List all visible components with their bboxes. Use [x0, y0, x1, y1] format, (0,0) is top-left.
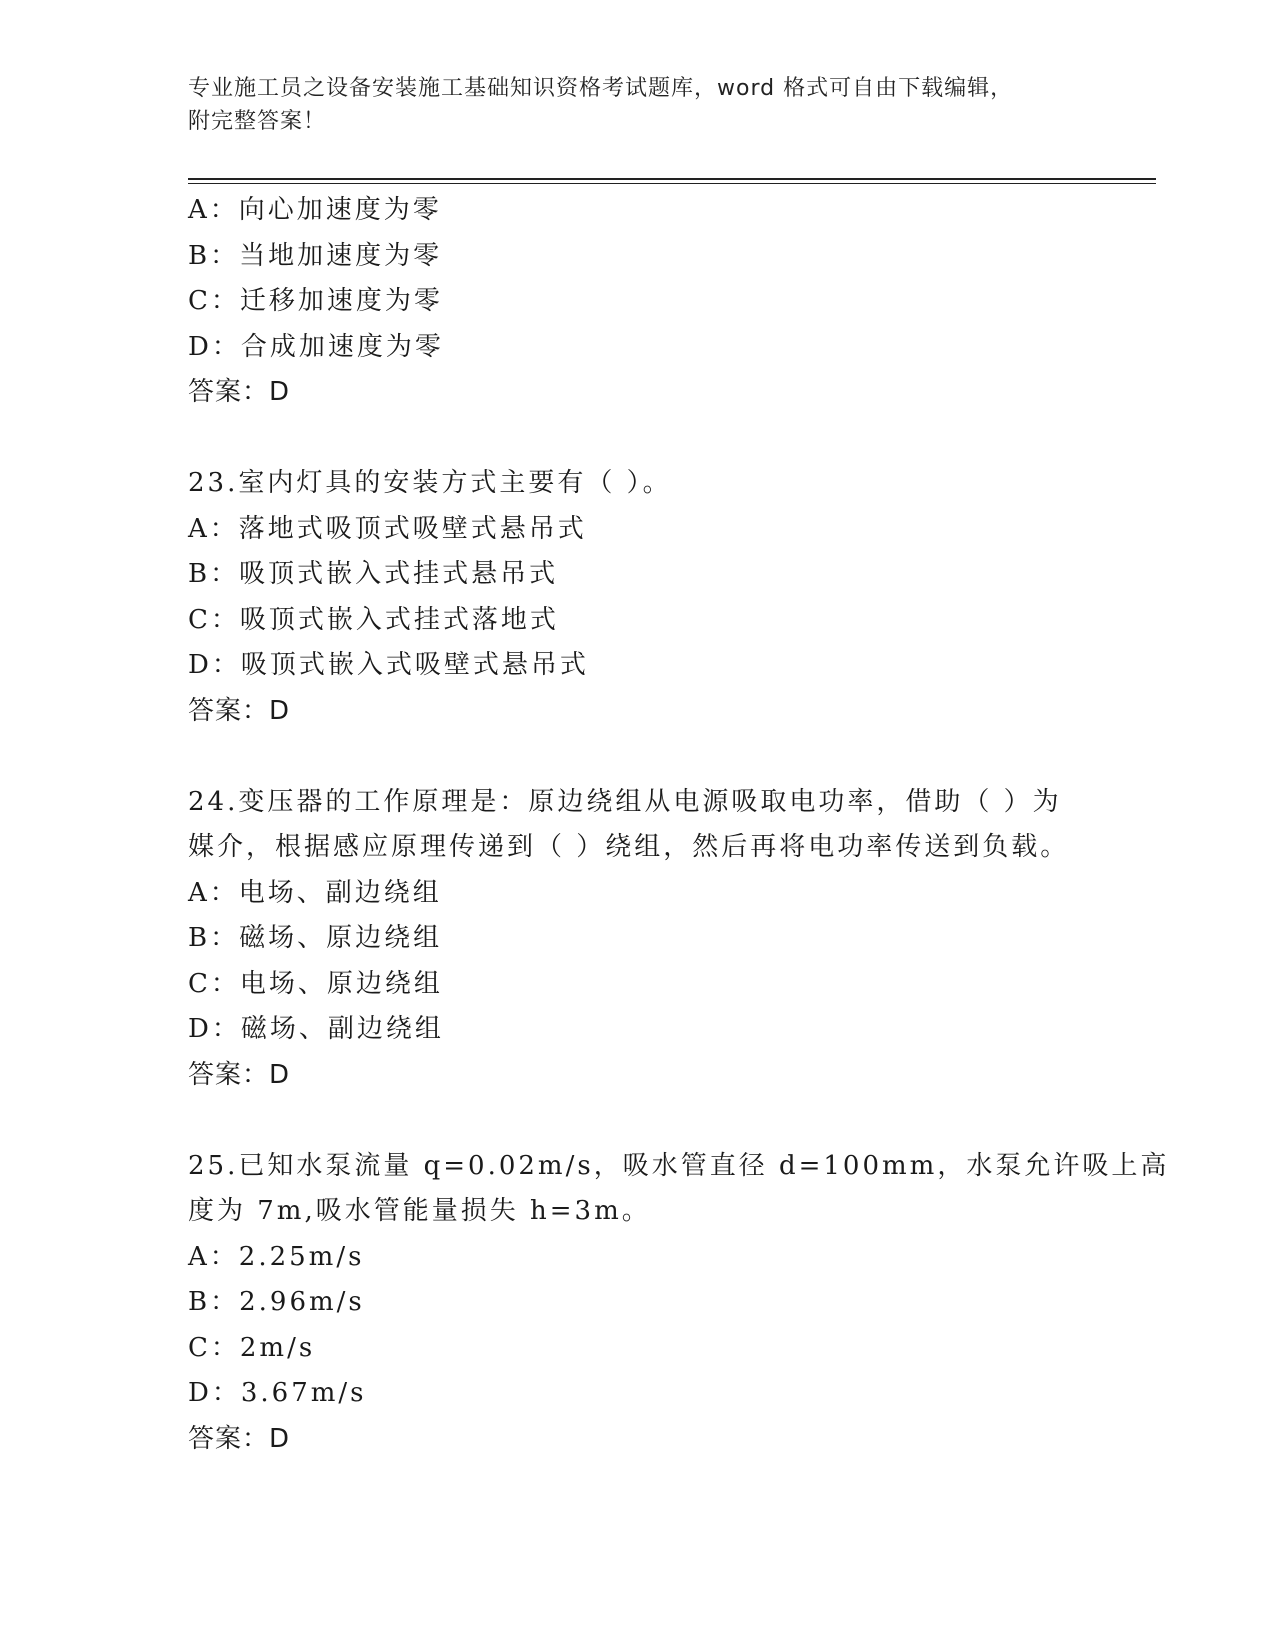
question-list [188, 188, 1170, 1462]
spacer [188, 1098, 1088, 1144]
option-b: B：磁场、原边绕组 [188, 923, 443, 953]
spacer [188, 416, 1088, 462]
answer-line: 答案：D [188, 377, 291, 407]
option-c: C：迁移加速度为零 [188, 286, 443, 316]
header-line-1: 专业施工员之设备安装施工基础知识资格考试题库，word 格式可自由下载编辑， [188, 76, 1014, 101]
answer-line: 答案：D [188, 1423, 291, 1454]
option-a: A：落地式吸顶式吸壁式悬吊式 [188, 513, 587, 544]
option-a: A：2.25m/s [188, 1241, 365, 1272]
header-divider-thick [188, 178, 1156, 180]
answer-line: 答案：D [188, 695, 291, 726]
question-text-line-2: 媒介，根据感应原理传递到（ ）绕组，然后再将电功率传送到负载。 [188, 832, 1070, 862]
option-d: D：吸顶式嵌入式吸壁式悬吊式 [188, 650, 589, 680]
question-22-block [188, 188, 1088, 416]
option-d: D：磁场、副边绕组 [188, 1014, 444, 1044]
question-text-line-1: 24.变压器的工作原理是：原边绕组从电源吸取电功率，借助（ ）为 [188, 786, 1062, 817]
question-24-block [188, 780, 1088, 1099]
question-text-line-1: 25.已知水泵流量 q=0.02m/s，吸水管直径 d=100mm，水泵允许吸上高 [188, 1150, 1170, 1181]
option-a: A：向心加速度为零 [188, 195, 442, 225]
question-25-block [188, 1144, 1170, 1463]
header-line-2: 附完整答案！ [188, 109, 327, 134]
option-a: A：电场、副边绕组 [188, 877, 442, 908]
option-c: C：2m/s [188, 1332, 316, 1363]
option-c: C：吸顶式嵌入式挂式落地式 [188, 604, 559, 635]
option-c: C：电场、原边绕组 [188, 968, 443, 999]
question-23-block [188, 461, 1088, 734]
option-b: B：当地加速度为零 [188, 240, 443, 271]
option-b: B：吸顶式嵌入式挂式悬吊式 [188, 559, 559, 589]
spacer [188, 734, 1088, 780]
answer-line: 答案：D [188, 1059, 291, 1090]
option-b: B：2.96m/s [188, 1287, 365, 1317]
question-text-line-2: 度为 7m,吸水管能量损失 h=3m。 [188, 1196, 651, 1226]
header-divider-thin [188, 183, 1156, 184]
option-d: D：合成加速度为零 [188, 331, 444, 362]
document-header [188, 72, 1088, 138]
option-d: D：3.67m/s [188, 1378, 367, 1408]
question-text: 23.室内灯具的安装方式主要有（ ）。 [188, 468, 672, 498]
